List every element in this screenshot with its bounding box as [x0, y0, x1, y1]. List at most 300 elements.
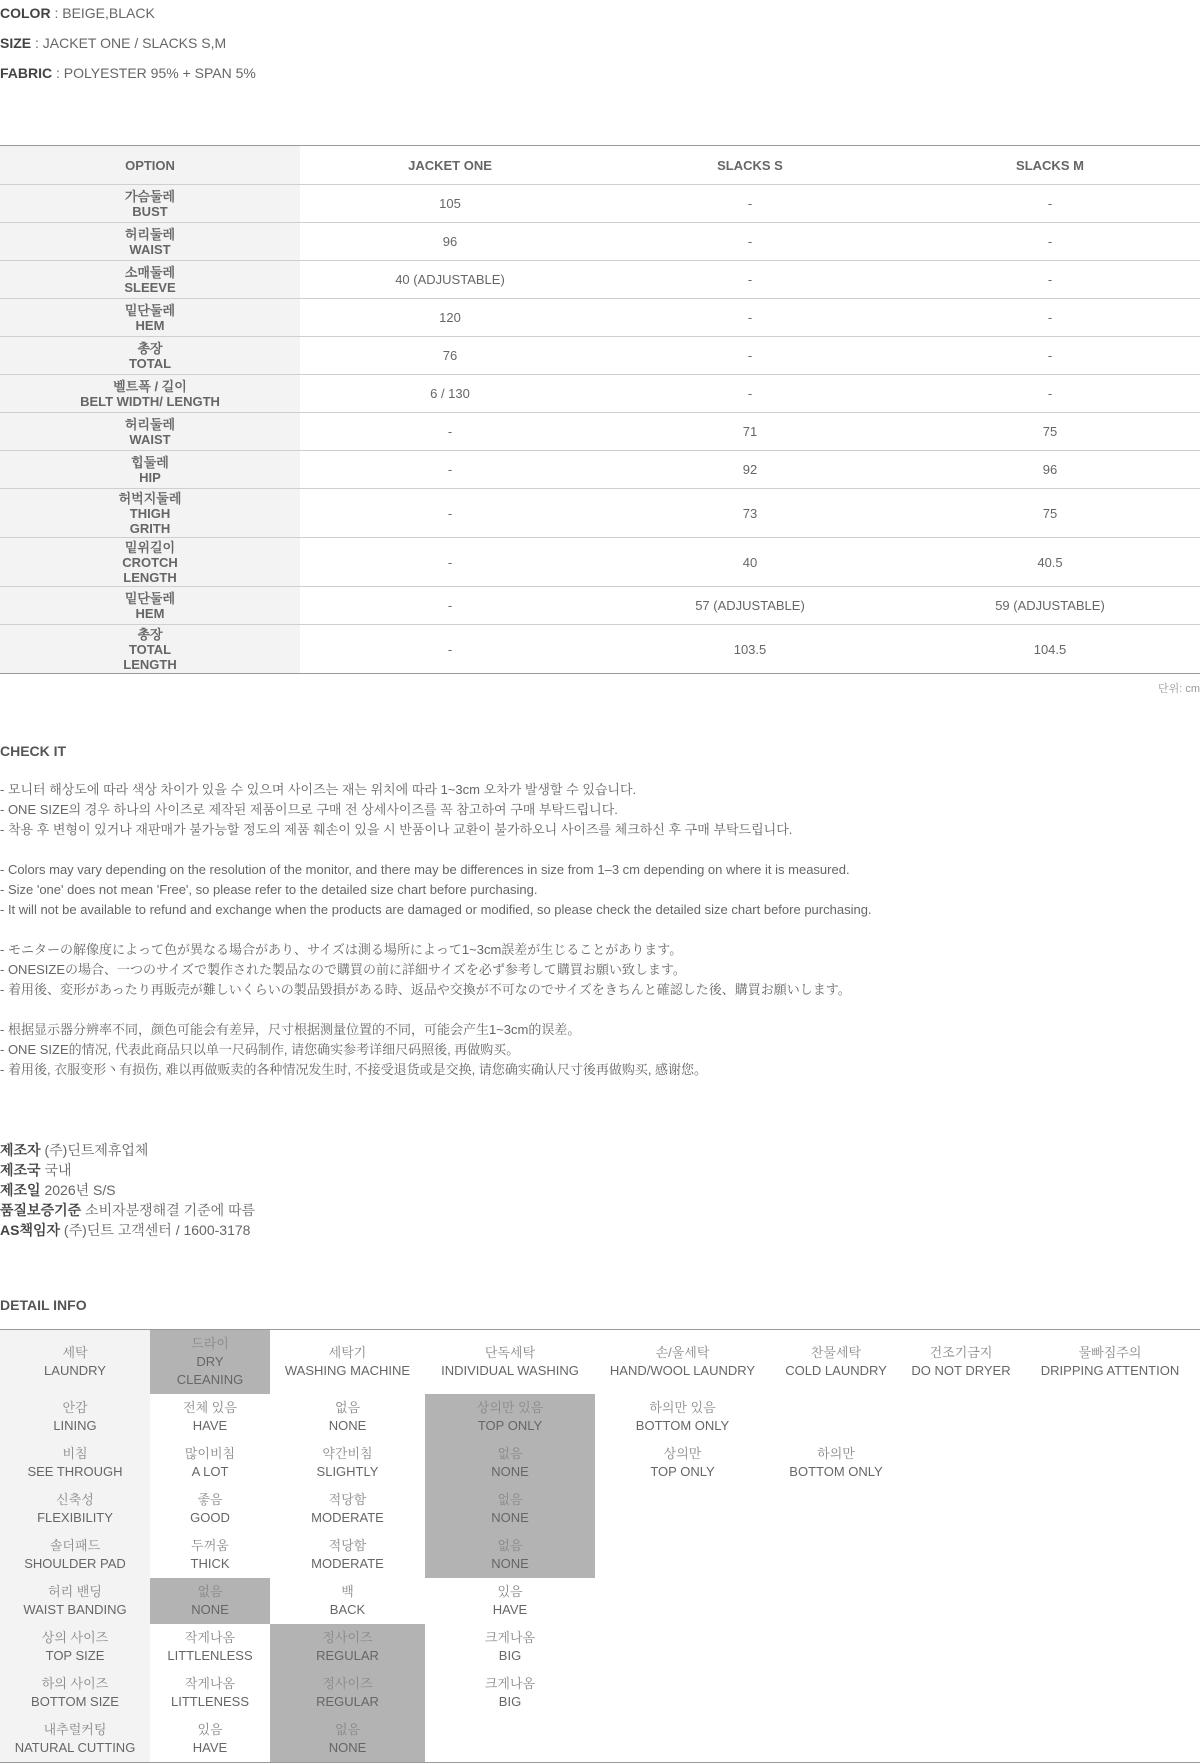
country-line — [0, 1160, 255, 1180]
quality-value: 소비자분쟁해결 기준에 따름 — [81, 1202, 256, 1218]
option-en: WAIST — [129, 241, 171, 257]
option-ko: 허리둘레 — [124, 416, 176, 432]
detail-label-cell — [0, 1624, 150, 1670]
detail-ko: 내추럴커팅 — [43, 1722, 107, 1737]
detail-row — [0, 1624, 1200, 1670]
detail-selected-cell — [425, 1394, 595, 1440]
date-value: 2026년 S/S — [40, 1182, 116, 1198]
detail-ko: 작게나옴 — [184, 1630, 236, 1645]
detail-ko: 정사이즈 — [322, 1676, 373, 1691]
check-line: - 根据显示器分辨率不同，颜色可能会有差异，尺寸根据测量位置的不同，可能会产生1~3cm的误差。 — [0, 1022, 581, 1037]
detail-ko: 두꺼움 — [191, 1538, 229, 1553]
maker-label: 제조자 — [0, 1142, 41, 1158]
value-slacks-m: - — [900, 375, 1200, 413]
detail-en: HAVE — [192, 1418, 228, 1433]
detail-ko: 하의만 있음 — [649, 1400, 716, 1415]
detail-option-cell — [150, 1670, 270, 1716]
quality-label: 품질보증기준 — [0, 1202, 82, 1218]
check-line: - 着用後, 衣服变形丶有损伤, 难以再做贩卖的各种情况发生时, 不接受退货或是交换, 请您确实确认尺寸後再做购买, 感谢您。 — [0, 1062, 708, 1077]
detail-ko: 단독세탁 — [484, 1345, 536, 1360]
as-label: AS책임자 — [0, 1222, 61, 1238]
detail-en: TOP ONLY — [650, 1464, 715, 1479]
detail-label-cell — [0, 1330, 150, 1395]
detail-ko: 좋음 — [197, 1492, 223, 1507]
size-row — [0, 625, 1200, 674]
value-slacks-s: - — [600, 375, 900, 413]
detail-selected-cell — [270, 1624, 425, 1670]
check-it-korean — [0, 780, 792, 840]
option-ko: 밑단둘레 — [124, 302, 176, 318]
detail-option-cell — [1020, 1394, 1200, 1440]
value-slacks-m: 40.5 — [900, 538, 1200, 587]
detail-row — [0, 1440, 1200, 1486]
detail-table — [0, 1329, 1200, 1763]
option-ko: 가슴둘레 — [124, 188, 176, 204]
value-slacks-s: - — [600, 223, 900, 261]
detail-selected-cell — [425, 1532, 595, 1578]
detail-ko: 작게나옴 — [184, 1676, 236, 1691]
detail-ko: 있음 — [197, 1722, 223, 1737]
header-slacks-m: SLACKS M — [900, 146, 1200, 185]
detail-ko: 하의만 — [817, 1446, 855, 1461]
detail-option-cell — [425, 1330, 595, 1395]
detail-en: COLD LAUNDRY — [785, 1363, 887, 1378]
detail-en: BOTTOM SIZE — [31, 1694, 119, 1709]
detail-option-cell — [1020, 1670, 1200, 1716]
option-en: HEM — [135, 317, 165, 333]
detail-option-cell — [770, 1624, 902, 1670]
detail-en: NONE — [191, 1602, 229, 1617]
check-it-english — [0, 860, 872, 920]
quality-line — [0, 1200, 255, 1220]
date-line — [0, 1180, 255, 1200]
unit-label: 단위: cm — [1157, 683, 1200, 695]
value-slacks-m: 75 — [900, 413, 1200, 451]
detail-ko: 허리 밴딩 — [48, 1584, 102, 1599]
detail-ko: 물빠짐주의 — [1078, 1345, 1142, 1360]
value-jacket-one: - — [300, 538, 600, 587]
detail-en: DO NOT DRYER — [911, 1363, 1011, 1378]
detail-option-cell — [595, 1578, 770, 1624]
detail-option-cell — [270, 1330, 425, 1395]
detail-ko: 비침 — [62, 1446, 88, 1461]
detail-selected-cell — [425, 1486, 595, 1532]
detail-en: SLIGHTLY — [316, 1464, 379, 1479]
detail-en: BACK — [329, 1602, 366, 1617]
value-jacket-one: 96 — [300, 223, 600, 261]
detail-option-cell — [902, 1578, 1020, 1624]
size-row — [0, 413, 1200, 451]
option-en: WAIST — [129, 431, 171, 447]
size-row — [0, 587, 1200, 625]
value-jacket-one: - — [300, 451, 600, 489]
detail-option-cell — [150, 1532, 270, 1578]
detail-label-cell — [0, 1440, 150, 1486]
option-en: BUST — [132, 203, 168, 219]
spec-color-label: COLOR — [0, 5, 51, 21]
option-en: THIGH — [129, 505, 171, 521]
detail-row — [0, 1330, 1200, 1395]
detail-en: SEE THROUGH — [27, 1464, 123, 1479]
value-slacks-m: - — [900, 299, 1200, 337]
size-row-option — [0, 223, 300, 261]
detail-option-cell — [770, 1486, 902, 1532]
detail-en: BIG — [498, 1648, 522, 1663]
detail-label-cell — [0, 1578, 150, 1624]
detail-ko: 세탁 — [62, 1345, 88, 1360]
detail-option-cell — [770, 1670, 902, 1716]
detail-ko: 안감 — [62, 1400, 88, 1415]
detail-row — [0, 1394, 1200, 1440]
value-slacks-m: 96 — [900, 451, 1200, 489]
detail-option-cell — [150, 1716, 270, 1763]
value-jacket-one: 6 / 130 — [300, 375, 600, 413]
detail-row — [0, 1670, 1200, 1716]
size-row-option — [0, 587, 300, 625]
size-row — [0, 489, 1200, 538]
option-en: TOTAL — [128, 641, 172, 657]
detail-ko: 없음 — [497, 1538, 523, 1553]
size-table-header — [0, 146, 1200, 185]
detail-label-cell — [0, 1486, 150, 1532]
detail-ko: 세탁기 — [328, 1345, 367, 1360]
detail-en: NONE — [491, 1464, 529, 1479]
detail-option-cell — [902, 1624, 1020, 1670]
detail-ko: 손/울세탁 — [655, 1345, 710, 1360]
as-value: (주)딘트 고객센터 / 1600-3178 — [60, 1222, 251, 1238]
detail-ko: 하의 사이즈 — [41, 1676, 109, 1691]
option-en: BELT WIDTH/ LENGTH — [80, 393, 220, 409]
detail-option-cell — [595, 1330, 770, 1395]
detail-ko: 정사이즈 — [322, 1630, 373, 1645]
detail-en-2: CLEANING — [176, 1372, 244, 1387]
size-row — [0, 538, 1200, 587]
check-line: - 모니터 해상도에 따라 색상 차이가 있을 수 있으며 사이즈는 재는 위치에 따라 1~3cm 오차가 발생할 수 있습니다. — [0, 782, 637, 797]
detail-selected-cell — [270, 1716, 425, 1763]
option-ko: 소매둘레 — [124, 264, 176, 280]
size-row-option — [0, 451, 300, 489]
option-en-2: GRITH — [129, 520, 171, 536]
detail-selected-cell — [150, 1578, 270, 1624]
detail-en: LITTLENLESS — [167, 1648, 253, 1663]
value-slacks-s: 71 — [600, 413, 900, 451]
country-label: 제조국 — [0, 1162, 41, 1178]
detail-option-cell — [902, 1330, 1020, 1395]
option-ko: 총장 — [137, 340, 163, 356]
option-en-2: LENGTH — [123, 569, 177, 585]
spec-size — [0, 35, 226, 51]
detail-option-cell — [1020, 1624, 1200, 1670]
detail-ko: 약간비침 — [322, 1446, 373, 1461]
detail-option-cell — [902, 1532, 1020, 1578]
detail-en: A LOT — [191, 1464, 229, 1479]
detail-ko: 많이비침 — [184, 1446, 236, 1461]
size-row-option — [0, 375, 300, 413]
option-ko: 벨트폭 / 길이 — [113, 378, 187, 394]
detail-en: GOOD — [190, 1510, 230, 1525]
size-row — [0, 337, 1200, 375]
detail-option-cell — [1020, 1716, 1200, 1763]
detail-option-cell — [270, 1578, 425, 1624]
header-option: OPTION — [0, 146, 300, 185]
detail-ko: 솔더패드 — [49, 1538, 101, 1553]
detail-option-cell — [150, 1440, 270, 1486]
detail-label-cell — [0, 1716, 150, 1763]
detail-info-title: DETAIL INFO — [0, 1297, 87, 1313]
value-slacks-s: 57 (ADJUSTABLE) — [600, 587, 900, 625]
value-jacket-one: - — [300, 413, 600, 451]
detail-row — [0, 1578, 1200, 1624]
detail-en: LITTLENESS — [170, 1694, 250, 1709]
detail-option-cell — [770, 1394, 902, 1440]
size-row-option — [0, 413, 300, 451]
spec-size-label: SIZE — [0, 35, 32, 51]
detail-en: NATURAL CUTTING — [14, 1740, 136, 1755]
detail-option-cell — [425, 1716, 595, 1763]
detail-ko: 상의만 있음 — [476, 1400, 544, 1415]
option-ko: 허리둘레 — [124, 226, 176, 242]
size-table — [0, 145, 1200, 674]
value-slacks-s: - — [600, 261, 900, 299]
detail-option-cell — [770, 1532, 902, 1578]
detail-selected-cell — [425, 1440, 595, 1486]
value-slacks-m: - — [900, 261, 1200, 299]
detail-en: MODERATE — [311, 1556, 384, 1571]
check-line: - モニターの解像度によって色が異なる場合があり、サイズは測る場所によって1~3cm誤差が生じることがあります。 — [0, 942, 683, 957]
detail-option-cell — [902, 1670, 1020, 1716]
option-en: TOTAL — [128, 355, 172, 371]
as-line — [0, 1220, 255, 1240]
size-row-option — [0, 489, 300, 538]
spec-size-value: : JACKET ONE / SLACKS S,M — [31, 35, 227, 51]
detail-ko: 없음 — [497, 1492, 523, 1507]
option-en-2: LENGTH — [123, 656, 177, 672]
option-en: CROTCH — [122, 554, 178, 570]
detail-en: FLEXIBILITY — [37, 1510, 113, 1525]
detail-ko: 있음 — [497, 1584, 523, 1599]
detail-en: NONE — [491, 1510, 529, 1525]
detail-en: BOTTOM ONLY — [789, 1464, 883, 1479]
detail-en: WAIST BANDING — [23, 1602, 127, 1617]
detail-option-cell — [1020, 1532, 1200, 1578]
size-row-option — [0, 299, 300, 337]
value-slacks-m: - — [900, 337, 1200, 375]
detail-option-cell — [270, 1486, 425, 1532]
detail-ko: 없음 — [334, 1722, 361, 1737]
detail-option-cell — [902, 1486, 1020, 1532]
detail-label-cell — [0, 1532, 150, 1578]
detail-en: HAVE — [192, 1740, 228, 1755]
detail-ko: 전체 있음 — [183, 1400, 237, 1415]
date-label: 제조일 — [0, 1182, 41, 1198]
value-slacks-s: 103.5 — [600, 625, 900, 674]
size-row — [0, 375, 1200, 413]
detail-selected-cell — [150, 1330, 270, 1395]
detail-ko: 적당함 — [328, 1492, 367, 1507]
detail-option-cell — [595, 1624, 770, 1670]
detail-en: BIG — [498, 1694, 522, 1709]
size-row-option — [0, 261, 300, 299]
country-value: 국내 — [40, 1162, 72, 1178]
check-it-japanese — [0, 940, 851, 1000]
value-slacks-m: - — [900, 223, 1200, 261]
check-line: - ONESIZEの場合、一つのサイズで製作された製品なので購買の前に詳細サイズを必ず参考して購買お願い致します。 — [0, 962, 686, 977]
detail-option-cell — [270, 1394, 425, 1440]
option-ko: 총장 — [137, 626, 163, 642]
size-row-option — [0, 337, 300, 375]
value-slacks-m: 104.5 — [900, 625, 1200, 674]
size-row — [0, 451, 1200, 489]
detail-option-cell — [425, 1670, 595, 1716]
detail-option-cell — [595, 1486, 770, 1532]
size-row — [0, 185, 1200, 223]
detail-option-cell — [770, 1578, 902, 1624]
detail-en: DRY — [196, 1354, 224, 1369]
value-jacket-one: - — [300, 489, 600, 538]
detail-row — [0, 1532, 1200, 1578]
detail-option-cell — [902, 1716, 1020, 1763]
value-slacks-s: 92 — [600, 451, 900, 489]
check-line: - Colors may vary depending on the resolution of the monitor, and there may be differences in size from 1–3 cm depending on where it is measured. — [0, 862, 850, 877]
detail-en: HAND/WOOL LAUNDRY — [609, 1363, 756, 1378]
detail-option-cell — [770, 1716, 902, 1763]
detail-ko: 상의만 — [663, 1446, 702, 1461]
size-row-option — [0, 185, 300, 223]
option-en: HIP — [139, 469, 161, 485]
detail-option-cell — [595, 1532, 770, 1578]
option-ko: 힙둘레 — [131, 454, 169, 470]
size-row-option — [0, 538, 300, 587]
detail-option-cell — [270, 1440, 425, 1486]
detail-en: NONE — [328, 1740, 367, 1755]
detail-option-cell — [595, 1670, 770, 1716]
detail-selected-cell — [270, 1670, 425, 1716]
check-line: - It will not be available to refund and exchange when the products are damaged or modified, so please check the detailed size chart before purchasing. — [0, 902, 872, 917]
check-line: - 着用後、変形があったり再販売が難しいくらいの製品毀損がある時、返品や交換が不可なのでサイズをきちんと確認した後、購買お願いします。 — [0, 982, 851, 997]
detail-ko: 크게나옴 — [484, 1630, 536, 1645]
detail-en: TOP SIZE — [45, 1648, 105, 1663]
detail-en: WASHING MACHINE — [284, 1363, 411, 1378]
detail-ko: 없음 — [497, 1446, 523, 1461]
value-jacket-one: 105 — [300, 185, 600, 223]
detail-option-cell — [1020, 1330, 1200, 1395]
detail-option-cell — [595, 1394, 770, 1440]
detail-option-cell — [150, 1394, 270, 1440]
spec-fabric-label: FABRIC — [0, 65, 53, 81]
check-line: - Size 'one' does not mean 'Free', so please refer to the detailed size chart before purchasing. — [0, 882, 538, 897]
spec-fabric-value: : POLYESTER 95% + SPAN 5% — [52, 65, 256, 81]
detail-ko: 백 — [341, 1584, 354, 1599]
detail-option-cell — [902, 1394, 1020, 1440]
option-ko: 허벅지둘레 — [118, 490, 182, 506]
detail-en: DRIPPING ATTENTION — [1040, 1363, 1180, 1378]
value-slacks-s: - — [600, 337, 900, 375]
detail-en: BOTTOM ONLY — [635, 1418, 730, 1433]
detail-option-cell — [770, 1440, 902, 1486]
detail-en: MODERATE — [311, 1510, 384, 1525]
detail-en: LAUNDRY — [44, 1363, 106, 1378]
detail-option-cell — [150, 1486, 270, 1532]
spec-color — [0, 5, 155, 21]
value-slacks-m: - — [900, 185, 1200, 223]
header-slacks-s: SLACKS S — [600, 146, 900, 185]
detail-option-cell — [150, 1624, 270, 1670]
spec-color-value: : BEIGE,BLACK — [50, 5, 155, 21]
option-en: SLEEVE — [124, 279, 176, 295]
value-jacket-one: - — [300, 587, 600, 625]
detail-en: REGULAR — [316, 1648, 379, 1663]
header-jacket-one: JACKET ONE — [300, 146, 600, 185]
detail-ko: 건조기금지 — [929, 1345, 993, 1360]
value-slacks-m: 59 (ADJUSTABLE) — [900, 587, 1200, 625]
detail-ko: 적당함 — [328, 1538, 367, 1553]
detail-option-cell — [595, 1716, 770, 1763]
value-jacket-one: - — [300, 625, 600, 674]
detail-ko: 드라이 — [191, 1336, 229, 1351]
manufacturer-info — [0, 1140, 255, 1240]
detail-en: THICK — [190, 1556, 230, 1571]
check-line: - ONE SIZE的情况, 代表此商品只以单一尺码制作, 请您确实参考详细尺码照後, 再做购买。 — [0, 1042, 520, 1057]
detail-ko: 없음 — [334, 1400, 361, 1415]
option-en: HEM — [135, 605, 165, 621]
value-slacks-s: - — [600, 299, 900, 337]
value-jacket-one: 120 — [300, 299, 600, 337]
size-row — [0, 261, 1200, 299]
size-row — [0, 223, 1200, 261]
detail-label-cell — [0, 1394, 150, 1440]
detail-en: HAVE — [492, 1602, 528, 1617]
option-ko: 밑위길이 — [124, 539, 176, 555]
detail-ko: 없음 — [197, 1584, 223, 1599]
detail-option-cell — [270, 1532, 425, 1578]
detail-en: NONE — [328, 1418, 367, 1433]
value-slacks-m: 75 — [900, 489, 1200, 538]
detail-ko: 크게나옴 — [484, 1676, 536, 1691]
detail-ko: 찬물세탁 — [810, 1345, 862, 1360]
value-slacks-s: - — [600, 185, 900, 223]
detail-option-cell — [1020, 1578, 1200, 1624]
value-jacket-one: 76 — [300, 337, 600, 375]
check-line: - ONE SIZE의 경우 하나의 사이즈로 제작된 제품이므로 구매 전 상세사이즈를 꼭 참고하여 구매 부탁드립니다. — [0, 802, 618, 817]
detail-option-cell — [902, 1440, 1020, 1486]
check-line: - 착용 후 변형이 있거나 재판매가 불가능할 정도의 제품 훼손이 있을 시 반품이나 교환이 불가하오니 사이즈를 체크하신 후 구매 부탁드립니다. — [0, 822, 793, 837]
maker-line — [0, 1140, 255, 1160]
size-row — [0, 299, 1200, 337]
check-it-chinese — [0, 1020, 707, 1080]
size-row-option — [0, 625, 300, 674]
detail-en: LINING — [53, 1418, 97, 1433]
option-ko: 밑단둘레 — [124, 590, 176, 606]
detail-option-cell — [770, 1330, 902, 1395]
detail-option-cell — [595, 1440, 770, 1486]
value-slacks-s: 40 — [600, 538, 900, 587]
detail-option-cell — [425, 1624, 595, 1670]
detail-en: SHOULDER PAD — [24, 1556, 126, 1571]
detail-en: INDIVIDUAL WASHING — [441, 1363, 579, 1378]
detail-ko: 신축성 — [56, 1492, 94, 1507]
detail-ko: 상의 사이즈 — [41, 1630, 109, 1645]
detail-en: REGULAR — [316, 1694, 379, 1709]
detail-option-cell — [1020, 1440, 1200, 1486]
value-slacks-s: 73 — [600, 489, 900, 538]
detail-label-cell — [0, 1670, 150, 1716]
spec-fabric — [0, 65, 256, 81]
detail-row — [0, 1716, 1200, 1763]
detail-en: TOP ONLY — [477, 1418, 543, 1433]
detail-en: NONE — [491, 1556, 529, 1571]
value-jacket-one: 40 (ADJUSTABLE) — [300, 261, 600, 299]
detail-option-cell — [1020, 1486, 1200, 1532]
